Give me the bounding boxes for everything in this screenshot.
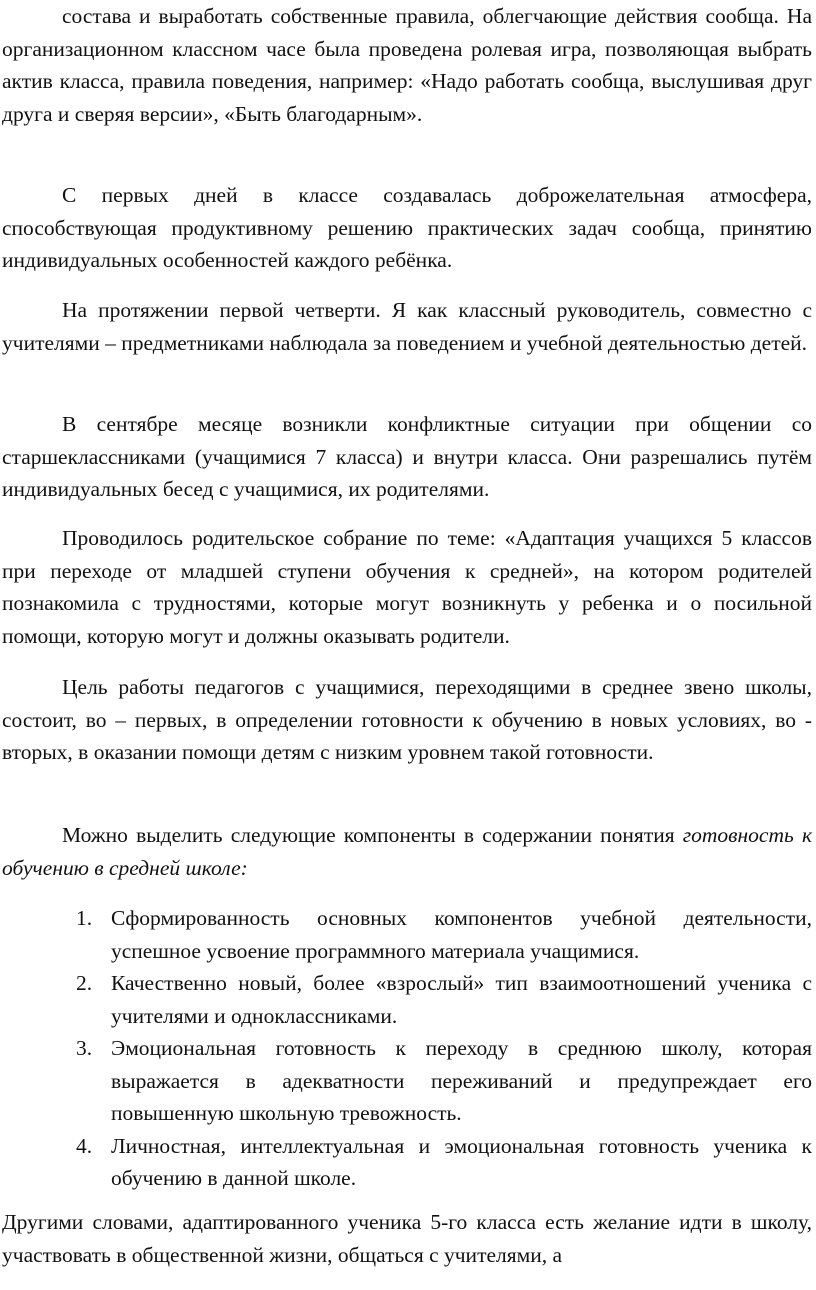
list-item — [2, 1130, 812, 1195]
list-item-text: Сформированность основных компонентов учебной деятельности, успешное усвоение программного материала учащимися. — [111, 906, 812, 963]
paragraph-first-quarter: На протяжении первой четверти. Я как классный руководитель, совместно с учителями – предметниками наблюдала за поведением и учебной деятельностью детей. — [2, 298, 812, 355]
list-item-text: Качественно новый, более «взрослый» тип взаимоотношений ученика с учителями и одноклассниками. — [111, 971, 812, 1028]
paragraph-goal: Цель работы педагогов с учащимися, переходящими в среднее звено школы, состоит, во – первых, в определении готовности к обучению в новых условиях, во - вторых, в оказании помощи детям с низким уровнем такой готовности. — [2, 675, 812, 764]
paragraph-atmosphere: С первых дней в классе создавалась доброжелательная атмосфера, способствующая продуктивному решению практических задач сообща, принятию индивидуальных особенностей каждого ребёнка. — [2, 183, 812, 272]
components-list — [2, 902, 812, 1195]
paragraph-conclusion: Другими словами, адаптированного ученика 5-го класса есть желание идти в школу, участвовать в общественной жизни, общаться с учителями, а — [2, 1210, 812, 1267]
paragraph-components-intro — [2, 819, 812, 884]
list-item — [2, 902, 812, 967]
list-item-number: 4. — [76, 1133, 93, 1158]
list-item-number: 1. — [76, 906, 93, 930]
list-item — [2, 1032, 812, 1130]
components-intro-emphasis: готовность к обучению в средней школе: — [2, 823, 812, 880]
paragraph-parent-meeting: Проводилось родительское собрание по теме: «Адаптация учащихся 5 классов при переходе от младшей ступени обучения к средней», на котором родителей познакомила с трудностями, которые могут возникнуть у ребенка и о посильной помощи, которую могут и должны оказывать родители. — [2, 526, 812, 648]
list-item-number: 2. — [76, 971, 93, 995]
components-intro-text: Можно выделить следующие компоненты в содержании понятия — [62, 823, 675, 847]
paragraph-continuation: состава и выработать собственные правила, облегчающие действия сообща. На организационном классном часе была проведена ролевая игра, позволяющая выбрать актив класса, правила поведения, например: «Надо работать сообща, выслушивая друг друга и сверяя версии», «Быть благодарным». — [2, 4, 812, 126]
list-item — [2, 967, 812, 1032]
paragraph-conflicts: В сентябре месяце возникли конфликтные ситуации при общении со старшеклассниками (учащимися 7 класса) и внутри класса. Они разрешались путём индивидуальных бесед с учащимися, их родителями. — [2, 412, 812, 501]
list-item-text: Эмоциональная готовность к переходу в среднюю школу, которая выражается в адекватности переживаний и предупреждает его повышенную школьную тревожность. — [111, 1036, 812, 1125]
list-item-text: Личностная, интеллектуальная и эмоциональная готовность ученика к обучению в данной школе. — [111, 1133, 812, 1190]
list-item-number: 3. — [76, 1036, 93, 1060]
